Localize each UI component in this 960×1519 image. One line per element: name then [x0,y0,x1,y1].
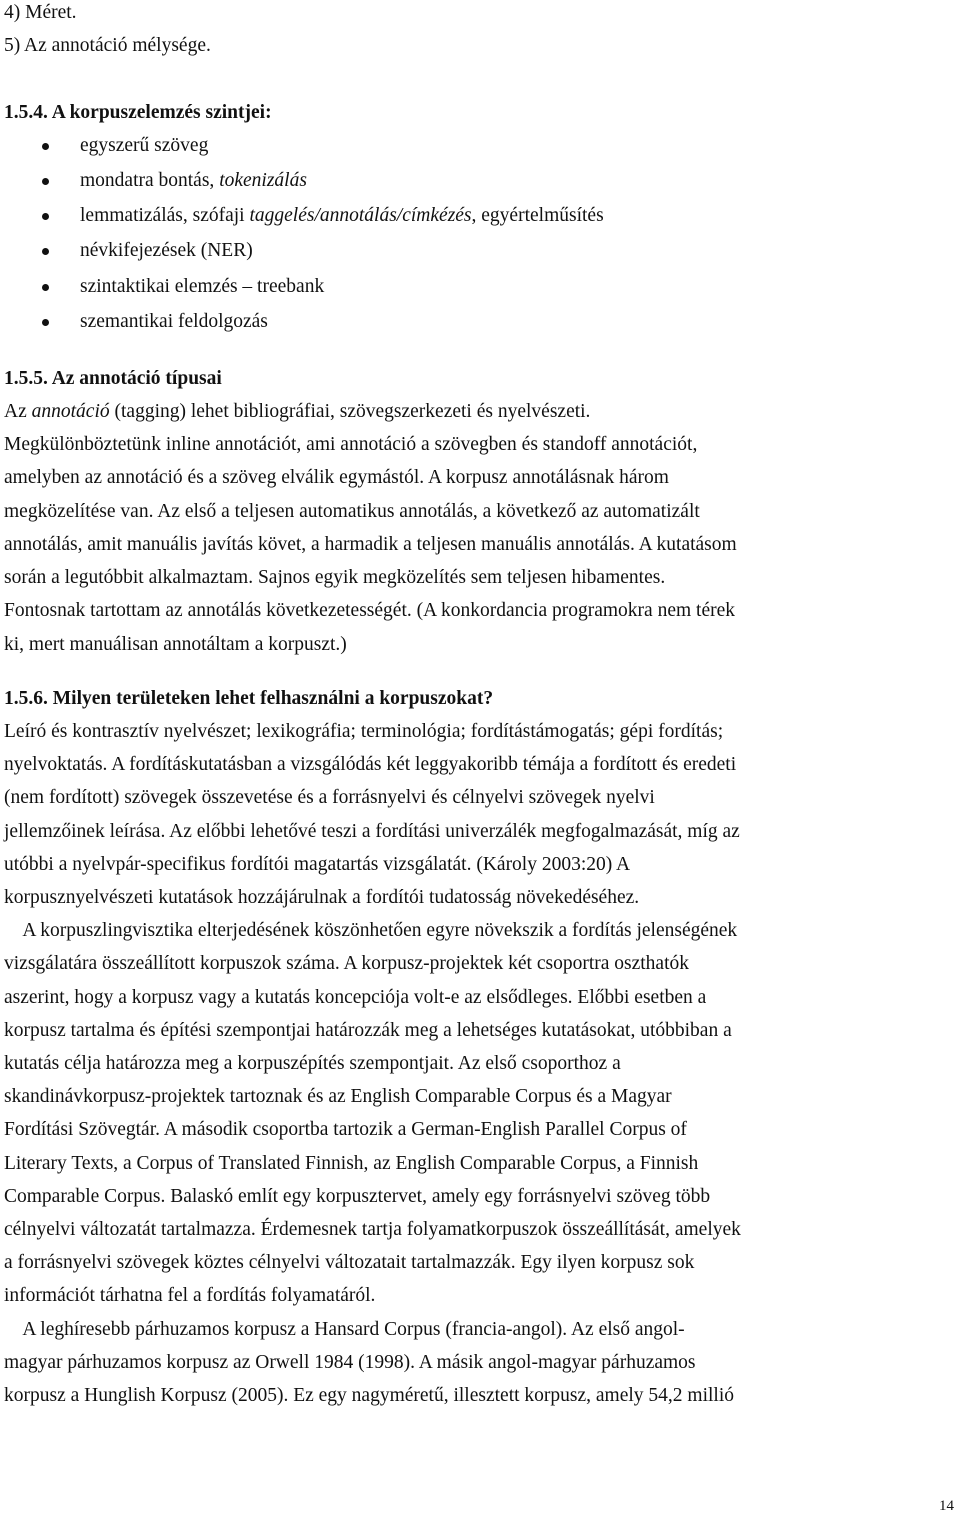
text-line: utóbbi a nyelvpár-specifikus fordítói magatartás vizsgálatát. (Károly 2003:20) A [4,854,631,875]
section-heading [4,367,222,391]
bullet-item: névkifejezések (NER) [80,240,253,261]
text-line: Comparable Corpus. Balaskó említ egy korpusztervet, amely egy forrásnyelvi szöveg több [4,1186,711,1207]
text-line: amelyben az annotáció és a szöveg elválik egymástól. A korpusz annotálásnak három [4,467,669,488]
text-line: (nem fordított) szövegek összevetése és a forrásnyelvi és célnyelvi szövegek nyelvi [4,787,655,808]
text-line: megközelítése van. Az első a teljesen automatikus annotálás, a következő az automatizált [4,501,700,522]
text-line: skandinávkorpusz-projektek tartoznak és az English Comparable Corpus és a Magyar [4,1086,672,1107]
text-line: során a legutóbbit alkalmaztam. Sajnos egyik megközelítés sem teljesen hibamentes. [4,567,666,588]
bullet-item: egyszerű szöveg [80,135,209,156]
section-title: A korpuszelemzés szintjei: [51,102,272,123]
bullet-dot-icon [42,284,49,291]
text-line: A korpuszlingvisztika elterjedésének köszönhetően egyre növekszik a fordítás jelenségének [4,920,738,941]
text-line: vizsgálatára összeállított korpuszok száma. A korpusz-projektek két csoportra oszthatók [4,953,690,974]
bullet-dot-icon [42,213,49,220]
bullet-item: szemantikai feldolgozás [80,311,268,332]
text-line: kutatás célja határozza meg a korpuszépítés szempontjait. Az első csoporthoz a [4,1053,621,1074]
text-line: ki, mert manuálisan annotáltam a korpuszt.) [4,634,347,655]
text-line: aszerint, hogy a korpusz vagy a kutatás koncepciója volt-e az elsődleges. Előbbi esetben a [4,987,707,1008]
text-line: korpusznyelvészeti kutatások hozzájárulnak a fordítói tudatosság növekedéséhez. [4,887,640,908]
text-line: Fordítási Szövegtár. A második csoportba tartozik a German-English Parallel Corpus of [4,1119,687,1140]
text-line: korpusz tartalma és építési szempontjai határozzák meg a lehetséges kutatásokat, utóbbiban a [4,1020,732,1041]
text-line: Fontosnak tartottam az annotálás következetességét. (A konkordancia programokra nem térek [4,600,735,621]
section-number: 1.5.5. [4,368,48,389]
page-number: 14 [939,1498,954,1514]
bullet-dot-icon [42,248,49,255]
text-line: Literary Texts, a Corpus of Translated Finnish, az English Comparable Corpus, a Finnish [4,1153,699,1174]
text-line: annotálás, amit manuális javítás követ, a harmadik a teljesen manuális annotálás. A kutatásom [4,534,737,555]
section-title: Az annotáció típusai [51,368,222,389]
section-heading [4,687,493,711]
list-item: 4) Méret. [4,2,77,23]
text-line: magyar párhuzamos korpusz az Orwell 1984 (1998). A másik angol-magyar párhuzamos [4,1352,696,1373]
list-item: 5) Az annotáció mélysége. [4,35,211,56]
text-line: a forrásnyelvi szövegek köztes célnyelvi változatait tartalmazzák. Egy ilyen korpusz sok [4,1252,695,1273]
section-number: 1.5.4. [4,102,48,123]
text-line: célnyelvi változatát tartalmazza. Érdemesnek tartja folyamatkorpuszok összeállítását, amelyek [4,1219,741,1240]
text-line: nyelvoktatás. A fordításkutatásban a vizsgálódás két leggyakoribb témája a fordított és eredeti [4,754,737,775]
bullet-dot-icon [42,178,49,185]
text-line: jellemzőinek leírása. Az előbbi lehetővé teszi a fordítási univerzálék megfogalmazását, míg az [4,821,740,842]
bullet-dot-icon [42,319,49,326]
section-title: Milyen területeken lehet felhasználni a korpuszokat? [52,688,494,709]
bullet-item: lemmatizálás, szófaji taggelés/annotálás/címkézés, egyértelműsítés [80,205,604,226]
section-heading [4,101,272,125]
bullet-item: mondatra bontás, tokenizálás [80,170,307,191]
text-line: Leíró és kontrasztív nyelvészet; lexikográfia; terminológia; fordítástámogatás; gépi fordítás; [4,721,724,742]
bullet-item: szintaktikai elemzés – treebank [80,276,325,297]
text-line: Az annotáció (tagging) lehet bibliográfiai, szövegszerkezeti és nyelvészeti. [4,401,591,422]
text-line: korpusz a Hunglish Korpusz (2005). Ez egy nagyméretű, illesztett korpusz, amely 54,2 millió [4,1385,735,1406]
text-line: A leghíresebb párhuzamos korpusz a Hansard Corpus (francia-angol). Az első angol- [4,1319,685,1340]
text-line: Megkülönböztetünk inline annotációt, ami annotáció a szövegben és standoff annotációt, [4,434,698,455]
text-line: információt tárhatna fel a fordítás folyamatáról. [4,1285,376,1306]
bullet-dot-icon [42,143,49,150]
section-number: 1.5.6. [4,688,48,709]
